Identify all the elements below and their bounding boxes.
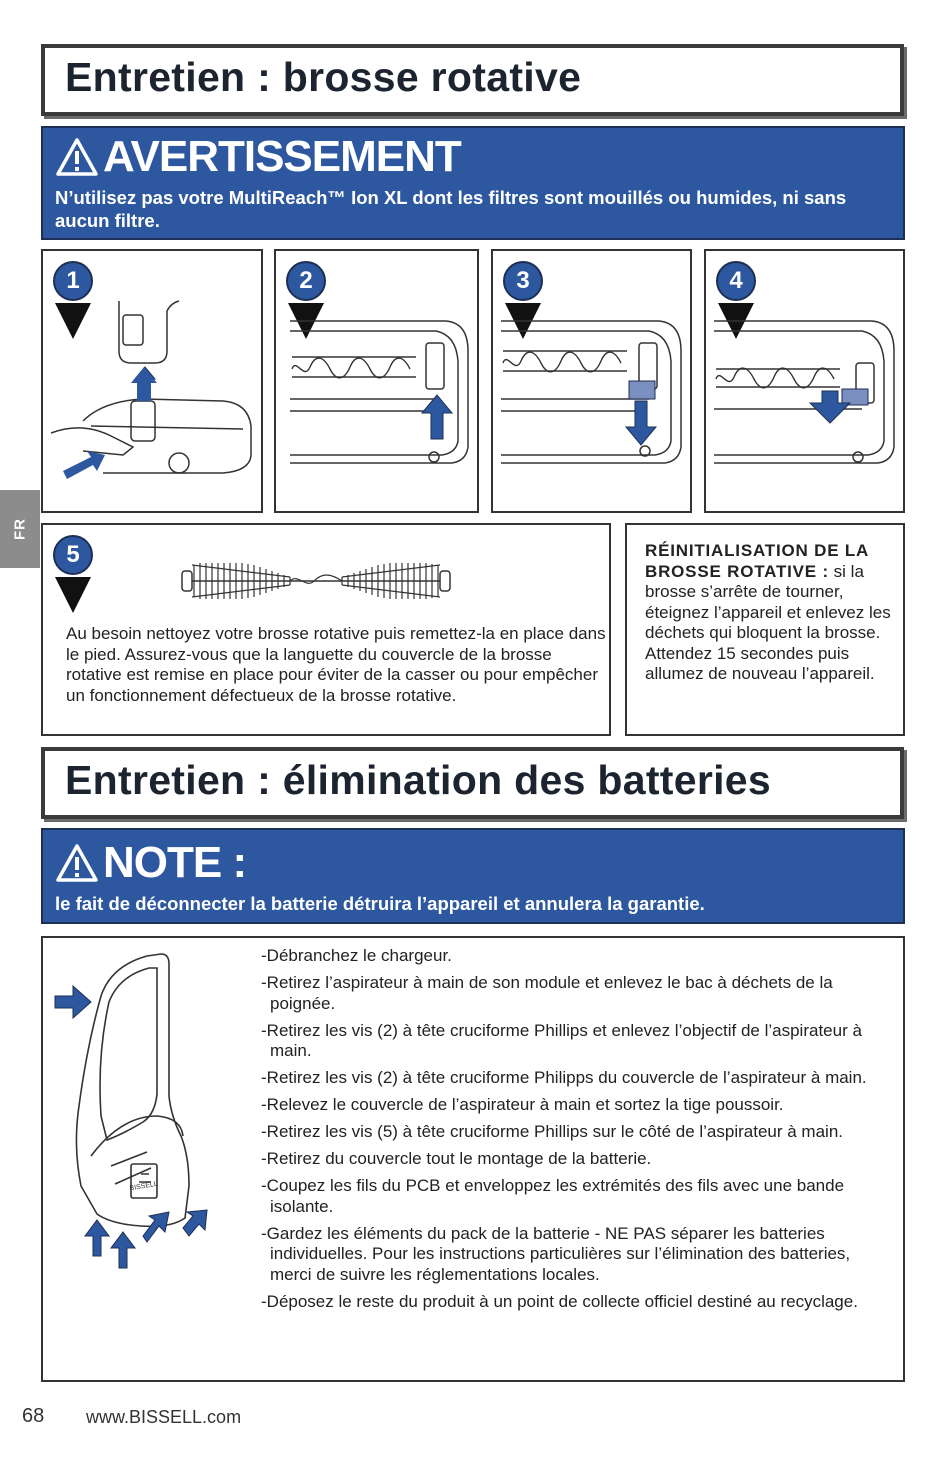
list-item: -Retirez les vis (5) à tête cruciforme Phillips sur le côté de l’aspirateur à main.: [261, 1122, 843, 1141]
vacuum-logo-text: BISSELL: [129, 1180, 159, 1193]
step-number-2: 2: [286, 261, 326, 301]
section-title-box: [41, 747, 904, 819]
battery-steps-list: [261, 946, 891, 1319]
reset-title: RÉINITIALISATION DE LA BROSSE ROTATIVE :: [645, 541, 869, 581]
step-pointer-icon: [55, 577, 91, 613]
warning-message: N’utilisez pas votre MultiReach™ Ion XL dont les filtres sont mouillés ou humides, ni sans aucun filtre.: [55, 187, 847, 231]
note-heading-text: NOTE :: [103, 838, 247, 887]
step1-illustration: [43, 251, 261, 511]
note-message: le fait de déconnecter la batterie détruira l’appareil et annulera la garantie.: [55, 893, 705, 914]
step4-illustration: [706, 251, 903, 511]
footer-url: www.BISSELL.com: [86, 1407, 242, 1427]
language-tab: FR: [0, 490, 40, 568]
warning-heading: [55, 132, 461, 182]
reset-description: si la brosse s’arrête de tourner, éteignez l’appareil et enlevez les déchets qui bloquent la brosse. Attendez 15 secondes puis allumez de nouveau l’appareil.: [645, 561, 891, 683]
page-number: 68: [22, 1405, 45, 1427]
warning-triangle-icon: [55, 843, 99, 883]
list-item: -Retirez les vis (2) à tête cruciforme Philipps du couvercle de l’aspirateur à main.: [261, 1068, 867, 1087]
step-panel-4: [704, 249, 905, 513]
step-panel-2: [274, 249, 479, 513]
reset-panel: [625, 523, 905, 736]
list-item: -Coupez les fils du PCB et enveloppez les extrémités des fils avec une bande isolante.: [261, 1176, 845, 1216]
section-title-brush: Entretien : brosse rotative: [65, 54, 582, 100]
list-item: -Gardez les éléments du pack de la batterie - NE PAS séparer les batteries individuelles. Pour les instructions particulières sur l’élimination des batteries, merci de suivre les réglementations locales.: [261, 1223, 851, 1284]
step-number-1: 1: [53, 261, 93, 301]
step-number-3: 3: [503, 261, 543, 301]
note-heading: [55, 838, 246, 888]
step-panel-5: [41, 523, 611, 736]
warning-triangle-icon: [55, 137, 99, 177]
list-item: -Relevez le couvercle de l’aspirateur à main et sortez la tige poussoir.: [261, 1095, 784, 1114]
brush-instructions: Au besoin nettoyez votre brosse rotative puis remettez-la en place dans le pied. Assurez-vous que la languette du couvercle de la brosse rotative est remise en place pour éviter de la casser ou pour empêcher un fonctionnement défectueux de la brosse rotative.: [66, 624, 606, 705]
section-title-box: [41, 44, 904, 116]
list-item: -Débranchez le chargeur.: [261, 946, 452, 965]
warning-box: [41, 126, 905, 240]
battery-panel: [41, 936, 905, 1382]
list-item: -Déposez le reste du produit à un point de collecte officiel destiné au recyclage.: [261, 1291, 858, 1311]
step3-illustration: [493, 251, 690, 511]
handheld-vacuum-illustration: [51, 946, 231, 1286]
reset-text-block: [645, 541, 897, 685]
list-item: -Retirez les vis (2) à tête cruciforme Phillips et enlevez l’objectif de l’aspirateur à main.: [261, 1020, 862, 1060]
note-box: [41, 828, 905, 924]
section-title-batteries: Entretien : élimination des batteries: [65, 757, 771, 803]
list-item: -Retirez l’aspirateur à main de son module et enlevez le bac à déchets de la poignée.: [261, 973, 833, 1013]
step-panel-1: [41, 249, 263, 513]
step2-illustration: [276, 251, 477, 511]
list-item: -Retirez du couvercle tout le montage de la batterie.: [261, 1149, 652, 1168]
step-panel-3: [491, 249, 692, 513]
step-number-4: 4: [716, 261, 756, 301]
brush-roll-illustration: [178, 551, 458, 611]
step-number-5: 5: [53, 535, 93, 575]
warning-heading-text: AVERTISSEMENT: [103, 132, 461, 181]
